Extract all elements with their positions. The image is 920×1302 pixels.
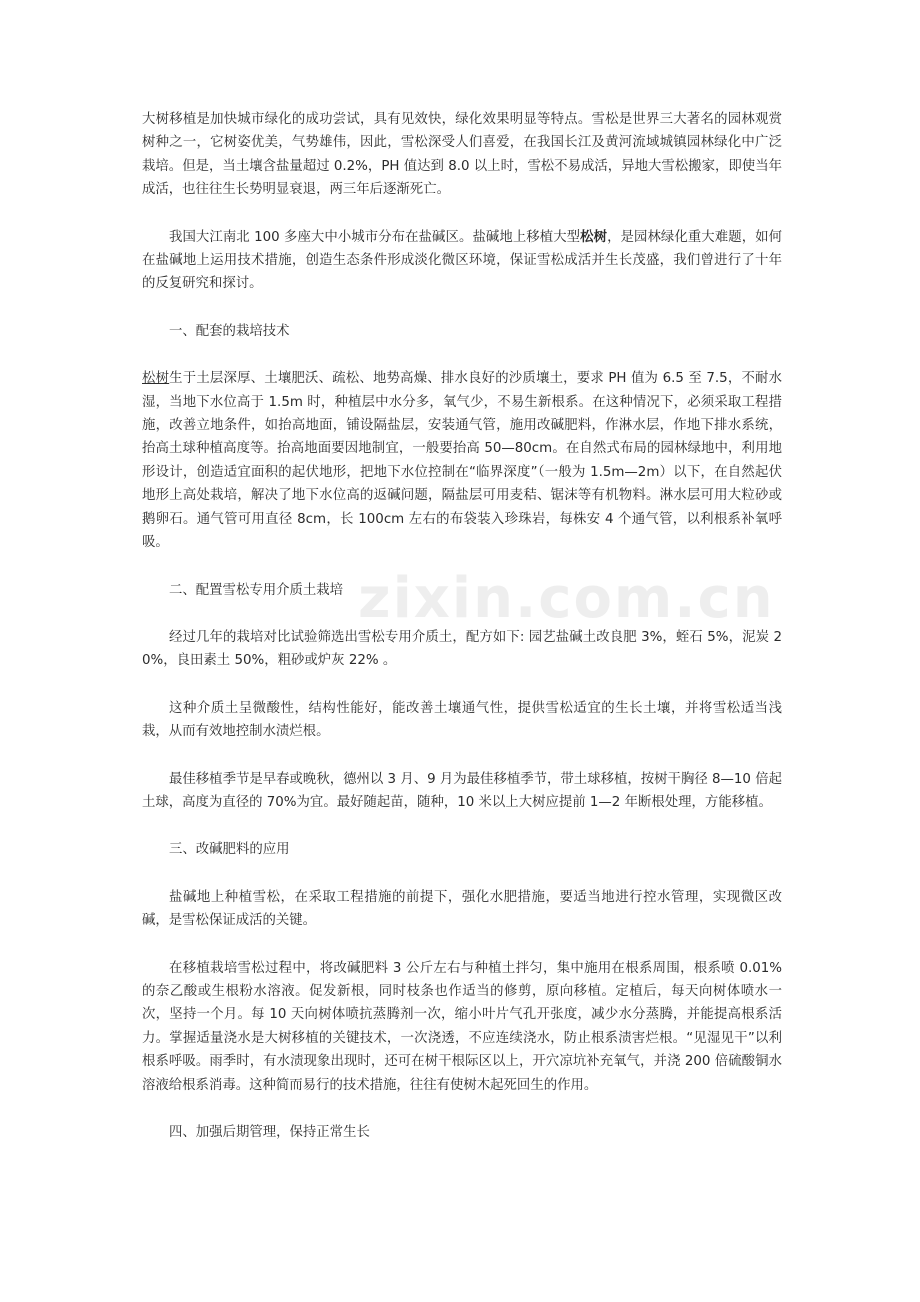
section-heading-4: 四、加强后期管理，保持正常生长 (169, 1125, 370, 1140)
paragraph-cultivation (142, 367, 782, 554)
watermark-text: zixin.com.cn (358, 566, 775, 631)
paragraph-saline-cities (142, 226, 782, 296)
paragraph-medium-formula: 经过几年的栽培对比试验筛选出雪松专用介质土，配方如下: 园艺盐碱土改良肥 3%，蛭石 5%，泥炭 20%，良田素土 50%，粗砂或炉灰 22% 。 (142, 629, 782, 669)
section-heading-2: 二、配置雪松专用介质土栽培 (169, 582, 344, 598)
paragraph-transplant-season: 最佳移植季节是早春或晚秋，德州以 3 月、9 月为最佳移植季节，带土球移植，按树干胸径 8—10 倍起土球，高度为直径的 70%为宜。最好随起苗，随种，10 米以上大树应提前 1—2 年断根处理，方能移植。 (142, 771, 782, 810)
section-heading-3: 三、改碱肥料的应用 (169, 842, 290, 858)
paragraph-intro: 大树移植是加快城市绿化的成功尝试，具有见效快，绿化效果明显等特点。雪松是世界三大著名的园林观赏树种之一，它树姿优美，气势雄伟，因此，雪松深受人们喜爱，在我国长江及黄河流域城镇园林绿化中广泛栽培。但是，当土壤含盐量超过 0.2%，PH 值达到 8.0 以上时，雪松不易成活，异地大雪松搬家，即使当年成活，也往往生长势明显衰退，两三年后逐渐死亡。 (142, 112, 782, 198)
pine-link[interactable]: 松树 (142, 371, 170, 387)
paragraph-text: 生于土层深厚、土壤肥沃、疏松、地势高燥、排水良好的沙质壤土，要求 PH 值为 6.5 至 7.5，不耐水湿，当地下水位高于 1.5m 时，种植层中水分多，氧气少，不易生新根系。在这种情况下，必须采取工程措施，改善立地条件，如抬高地面，铺设隔盐层，安装通气管，施用改碱肥料，作淋水层，作地下排水系统，抬高土球种植高度等。抬高地面要因地制宜，一般要抬高 50—80cm。在自然式布局的园林绿地中，利用地形设计，创造适宜面积的起伏地形，把地下水位控制在“临界深度”（一般为 1.5m—2m）以下，在自然起伏地形上高处栽培，解决了地下水位高的返碱问题，隔盐层可用麦秸、锯沫等有机物料。淋水层可用大粒砂或鹅卵石。通气管可用直径 8cm，长 100cm 左右的布袋装入珍珠岩，每株安 4 个通气管，以利根系补氧呼吸。 (142, 371, 782, 551)
section-heading-1: 一、配套的栽培技术 (169, 323, 290, 339)
keyword-pine: 松树 (580, 229, 608, 245)
paragraph-text: 我国大江南北 100 多座大中小城市分布在盐碱区。盐碱地上移植大型 (169, 229, 581, 245)
article-body (142, 108, 782, 1168)
paragraph-medium-properties: 这种介质土呈微酸性，结构性能好，能改善土壤通气性，提供雪松适宜的生长土壤，并将雪松适当浅栽，从而有效地控制水渍烂根。 (142, 700, 782, 740)
paragraph-fertilizer-usage: 在移植栽培雪松过程中，将改碱肥料 3 公斤左右与种植土拌匀，集中施用在根系周围，根系喷 0.01% 的奈乙酸或生根粉水溶液。促发新根，同时枝条也作适当的修剪，原向移植。定植后，每天向树体喷水一次，坚持一个月。每 10 天向树体喷抗蒸腾剂一次，缩小叶片气孔开张度，减少水分蒸腾，并能提高根系活力。掌握适量浇水是大树移植的关键技术，一次浇透，不应连续浇水，防止根系渍害烂根。“见湿见干”以利根系呼吸。雨季时，有水渍现象出现时，还可在树干根际区以上，开穴凉坑补充氧气，并浇 200 倍硫酸铜水溶液给根系消毒。这种简而易行的技术措施，往往有使树木起死回生的作用。 (142, 960, 782, 1093)
paragraph-text: ，是园林绿化重大难题，如何在盐碱地上运用技术措施，创造生态条件形成淡化微区环境，保证雪松成活并生长茂盛，我们曾进行了十年的反复研究和探讨。 (142, 229, 783, 292)
paragraph-fertilizer-intro: 盐碱地上种植雪松，在采取工程措施的前提下，强化水肥措施，要适当地进行控水管理，实现微区改碱，是雪松保证成活的关键。 (142, 889, 782, 929)
